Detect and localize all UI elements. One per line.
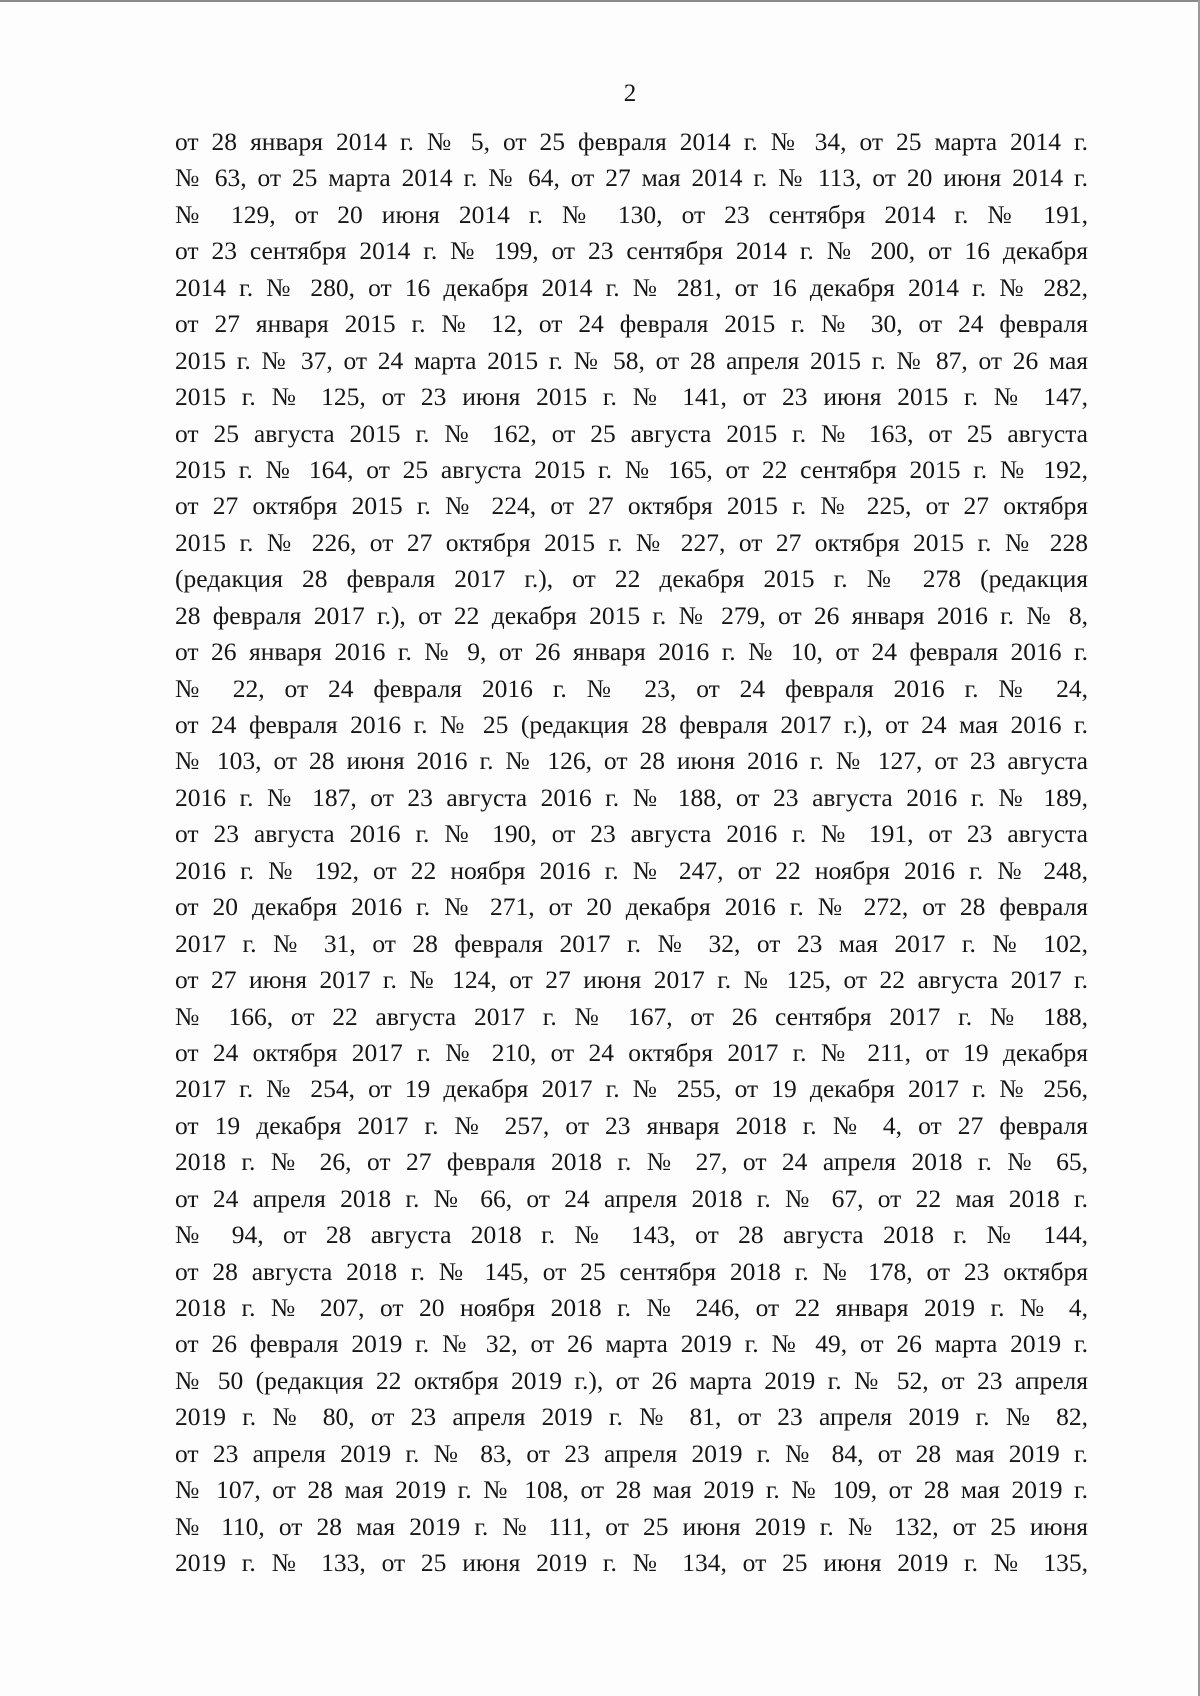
- text-line: от 27 января 2015 г. № 12, от 24 февраля 2015 г. № 30, от 24 февраля: [175, 309, 1088, 339]
- text-line: 2015 г. № 125, от 23 июня 2015 г. № 141, от 23 июня 2015 г. № 147,: [175, 382, 1088, 412]
- text-line: 2015 г. № 164, от 25 августа 2015 г. № 165, от 22 сентября 2015 г. № 192,: [175, 454, 1088, 484]
- text-line: 2015 г. № 37, от 24 марта 2015 г. № 58, от 28 апреля 2015 г. № 87, от 26 мая: [175, 345, 1088, 375]
- text-line: 2019 г. № 80, от 23 апреля 2019 г. № 81, от 23 апреля 2019 г. № 82,: [175, 1402, 1088, 1432]
- text-line: № 129, от 20 июня 2014 г. № 130, от 23 сентября 2014 г. № 191,: [175, 199, 1088, 229]
- text-line: 2019 г. № 133, от 25 июня 2019 г. № 134, от 25 июня 2019 г. № 135,: [175, 1548, 1088, 1578]
- text-line: 2015 г. № 226, от 27 октября 2015 г. № 227, от 27 октября 2015 г. № 228: [175, 527, 1088, 557]
- text-line: от 28 августа 2018 г. № 145, от 25 сентября 2018 г. № 178, от 23 октября: [175, 1256, 1088, 1286]
- text-line: 2017 г. № 254, от 19 декабря 2017 г. № 255, от 19 декабря 2017 г. № 256,: [175, 1074, 1088, 1104]
- text-line: № 107, от 28 мая 2019 г. № 108, от 28 мая 2019 г. № 109, от 28 мая 2019 г.: [175, 1475, 1088, 1505]
- text-line: 2018 г. № 207, от 20 ноября 2018 г. № 246, от 22 января 2019 г. № 4,: [175, 1293, 1088, 1322]
- text-line: № 110, от 28 мая 2019 г. № 111, от 25 июня 2019 г. № 132, от 25 июня: [175, 1511, 1088, 1541]
- text-line: № 22, от 24 февраля 2016 г. № 23, от 24 февраля 2016 г. № 24,: [175, 673, 1088, 703]
- text-line: от 25 августа 2015 г. № 162, от 25 августа 2015 г. № 163, от 25 августа: [175, 418, 1088, 448]
- text-line: от 26 января 2016 г. № 9, от 26 января 2016 г. № 10, от 24 февраля 2016 г.: [175, 637, 1088, 667]
- text-line: от 23 сентября 2014 г. № 199, от 23 сентября 2014 г. № 200, от 16 декабря: [175, 236, 1088, 266]
- text-line: от 23 августа 2016 г. № 190, от 23 августа 2016 г. № 191, от 23 августа: [175, 819, 1088, 849]
- text-line: № 63, от 25 марта 2014 г. № 64, от 27 мая 2014 г. № 113, от 20 июня 2014 г.: [175, 163, 1088, 193]
- text-line: № 103, от 28 июня 2016 г. № 126, от 28 июня 2016 г. № 127, от 23 августа: [175, 746, 1088, 776]
- text-line: от 28 января 2014 г. № 5, от 25 февраля 2014 г. № 34, от 25 марта 2014 г.: [175, 127, 1088, 156]
- text-line: 2014 г. № 280, от 16 декабря 2014 г. № 281, от 16 декабря 2014 г. № 282,: [175, 272, 1088, 302]
- text-line: от 19 декабря 2017 г. № 257, от 23 января 2018 г. № 4, от 27 февраля: [175, 1110, 1088, 1140]
- text-line: 2018 г. № 26, от 27 февраля 2018 г. № 27, от 24 апреля 2018 г. № 65,: [175, 1147, 1088, 1177]
- text-line: от 24 февраля 2016 г. № 25 (редакция 28 февраля 2017 г.), от 24 мая 2016 г.: [175, 710, 1088, 739]
- text-line: 2016 г. № 192, от 22 ноября 2016 г. № 247, от 22 ноября 2016 г. № 248,: [175, 855, 1088, 885]
- text-line: 2017 г. № 31, от 28 февраля 2017 г. № 32, от 23 мая 2017 г. № 102,: [175, 928, 1088, 958]
- text-line: от 20 декабря 2016 г. № 271, от 20 декабря 2016 г. № 272, от 28 февраля: [175, 892, 1088, 922]
- text-line: № 50 (редакция 22 октября 2019 г.), от 26 марта 2019 г. № 52, от 23 апреля: [175, 1365, 1088, 1395]
- text-line: № 166, от 22 августа 2017 г. № 167, от 26 сентября 2017 г. № 188,: [175, 1001, 1088, 1031]
- text-line: 2016 г. № 187, от 23 августа 2016 г. № 188, от 23 августа 2016 г. № 189,: [175, 782, 1088, 812]
- text-line: № 94, от 28 августа 2018 г. № 143, от 28 августа 2018 г. № 144,: [175, 1220, 1088, 1250]
- text-line: от 27 июня 2017 г. № 124, от 27 июня 2017 г. № 125, от 22 августа 2017 г.: [175, 965, 1088, 995]
- page-number: 2: [623, 80, 637, 107]
- text-line: от 23 апреля 2019 г. № 83, от 23 апреля 2019 г. № 84, от 28 мая 2019 г.: [175, 1438, 1088, 1468]
- text-line: от 27 октября 2015 г. № 224, от 27 октября 2015 г. № 225, от 27 октября: [175, 491, 1088, 521]
- text-line: от 24 октября 2017 г. № 210, от 24 октября 2017 г. № 211, от 19 декабря: [175, 1037, 1088, 1067]
- scan-edge-top: [0, 0, 1200, 2]
- text-line: 28 февраля 2017 г.), от 22 декабря 2015 г. № 279, от 26 января 2016 г. № 8,: [175, 600, 1088, 630]
- text-line: от 26 февраля 2019 г. № 32, от 26 марта 2019 г. № 49, от 26 марта 2019 г.: [175, 1329, 1088, 1359]
- text-line: от 24 апреля 2018 г. № 66, от 24 апреля 2018 г. № 67, от 22 мая 2018 г.: [175, 1183, 1088, 1213]
- text-line: (редакция 28 февраля 2017 г.), от 22 декабря 2015 г. № 278 (редакция: [175, 564, 1088, 594]
- body-paragraph: [175, 124, 1088, 1582]
